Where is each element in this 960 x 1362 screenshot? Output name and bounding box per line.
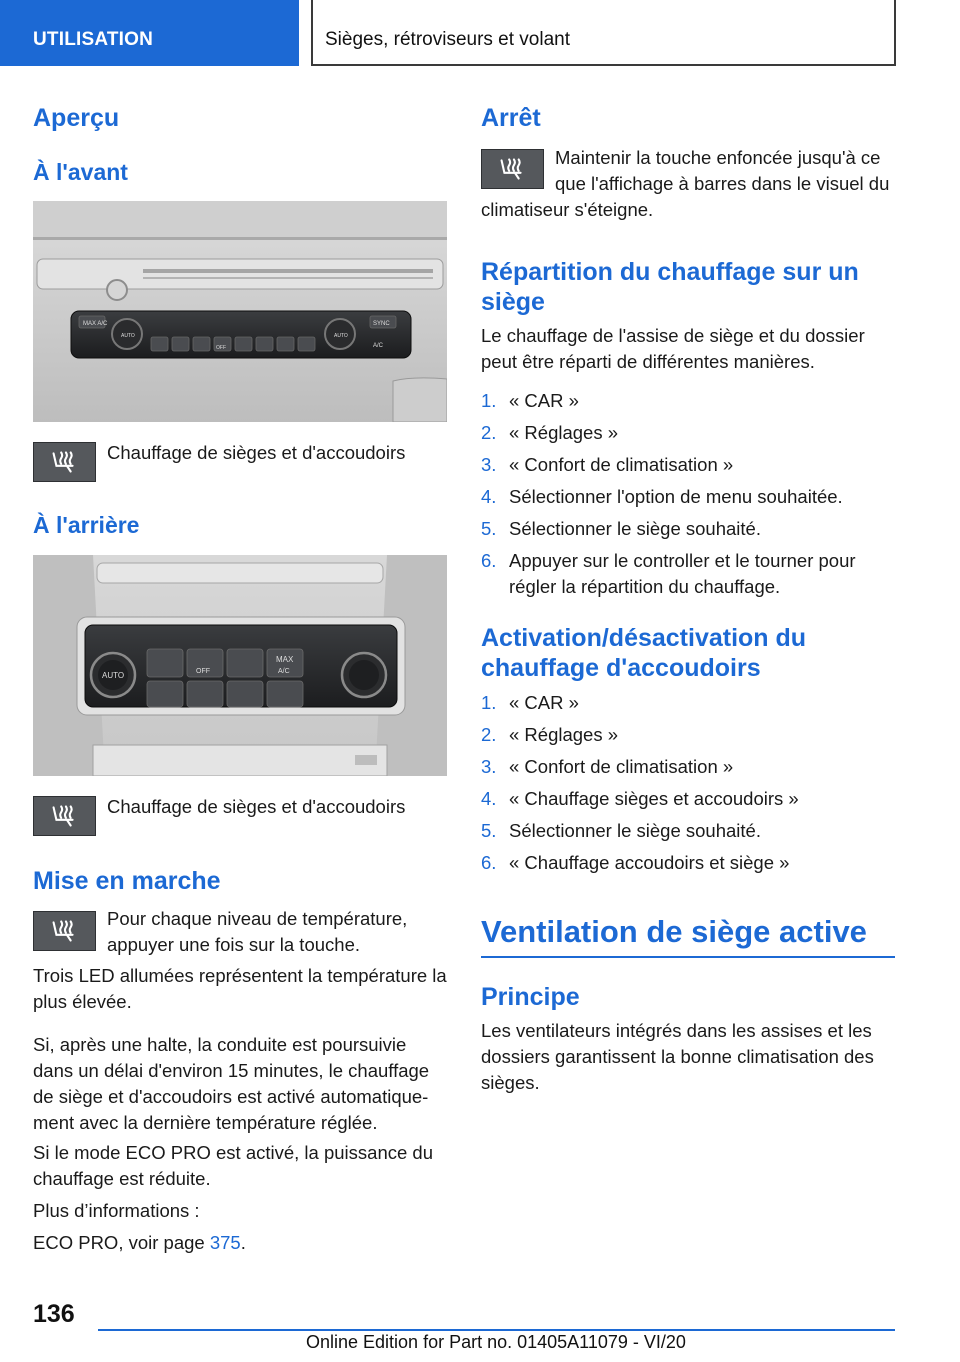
list-text: Appuyer sur le controller et le tourner pour régler la répartition du chauffage. [509, 550, 856, 597]
distrib-heading-line-1: Répartition du chauffage sur un [481, 258, 859, 286]
list-text: « Réglages » [509, 724, 619, 745]
armrest-heading-line-2: chauffage d'accoudoirs [481, 654, 761, 682]
list-number: 2. [481, 422, 497, 443]
list-text: « Réglages » [509, 422, 619, 443]
section-tab[interactable] [0, 0, 299, 66]
edition-label: Online Edition for Part no. 01405A11079 - VI/20 [306, 1332, 686, 1352]
list-number: 1. [481, 390, 497, 411]
front-ac-label: A/C [373, 343, 384, 349]
page-number: 136 [33, 1300, 75, 1328]
more-info-label: Plus d’informations : [33, 1200, 200, 1221]
seat-heating-icon [33, 911, 96, 951]
eco-reference [33, 1230, 447, 1256]
list-number: 6. [481, 852, 497, 873]
page-header [0, 0, 960, 66]
footer-divider [98, 1329, 895, 1331]
list-text: « Chauffage sièges et accoudoirs » [509, 788, 799, 809]
list-number: 6. [481, 550, 497, 571]
front-off-label: OFF [216, 345, 226, 351]
stop-text-line-2: que l'affichage à barres dans le visuel du [555, 173, 890, 194]
front-climate-photo [33, 201, 447, 422]
rear-max-label: MAX [276, 655, 294, 664]
list-number: 1. [481, 692, 497, 713]
eco-reference-suffix: . [240, 1232, 246, 1253]
front-sync-label: SYNC [373, 321, 390, 327]
apercu-heading: Aperçu [33, 104, 120, 132]
eco-page-link[interactable]: 375 [209, 1232, 241, 1253]
front-heading: À l'avant [33, 159, 128, 185]
list-number: 2. [481, 724, 497, 745]
on-text-line-1: Pour chaque niveau de température, [107, 908, 408, 929]
list-number: 5. [481, 518, 497, 539]
arret-heading: Arrêt [481, 104, 541, 132]
front-auto-right-label: AUTO [334, 333, 348, 339]
list-text: « Chauffage accoudoirs et siège » [509, 852, 790, 873]
seat-heating-icon [33, 796, 96, 836]
armrest-heading-line-1: Activation/désactivation du [481, 624, 807, 652]
chapter-label: Sièges, rétroviseurs et volant [325, 29, 571, 50]
resume-paragraph: Si, après une halte, la conduite est poursuivie dans un délai d'environ 15 minutes, le chauffage de siège et d'accoudoirs est activé automatique-ment avec la dernière température réglée. [33, 1034, 430, 1133]
eco-reference-prefix: ECO PRO, voir page [33, 1232, 210, 1253]
eco-paragraph: Si le mode ECO PRO est activé, la puissance du chauffage est réduite. [33, 1142, 433, 1189]
list-text: « CAR » [509, 390, 579, 411]
list-number: 4. [481, 486, 497, 507]
seat-heating-icon [481, 149, 544, 189]
rear-caption: Chauffage de sièges et d'accoudoirs [107, 796, 406, 817]
list-text: « CAR » [509, 692, 579, 713]
section-divider [481, 956, 895, 958]
principe-heading: Principe [481, 983, 580, 1011]
rear-auto-label: AUTO [102, 671, 125, 680]
front-auto-left-label: AUTO [121, 333, 135, 339]
led-paragraph: Trois LED allumées représentent la température la plus élevée. [33, 965, 447, 1012]
front-maxac-label: MAX A/C [83, 321, 108, 327]
list-text: Sélectionner le siège souhaité. [509, 820, 761, 841]
section-label: UTILISATION [33, 29, 154, 50]
list-text: « Confort de climatisation » [509, 756, 734, 777]
chapter-tab[interactable] [311, 0, 896, 66]
list-number: 4. [481, 788, 497, 809]
ventilation-heading: Ventilation de siège active [481, 914, 867, 949]
list-text: Sélectionner l'option de menu souhaitée. [509, 486, 843, 507]
list-text: Sélectionner le siège souhaité. [509, 518, 761, 539]
list-number: 3. [481, 756, 497, 777]
rear-off-label: OFF [196, 668, 210, 675]
principe-paragraph: Les ventilateurs intégrés dans les assises et les dossiers garantissent la bonne climatisation des sièges. [481, 1020, 874, 1093]
rear-heading: À l'arrière [33, 512, 140, 538]
stop-text-line-1: Maintenir la touche enfoncée jusqu'à ce [555, 147, 881, 168]
stop-text-line-3: climatiseur s'éteigne. [481, 199, 654, 220]
distrib-heading-line-2: siège [481, 288, 545, 316]
list-number: 3. [481, 454, 497, 475]
list-text: « Confort de climatisation » [509, 454, 734, 475]
distrib-paragraph: Le chauffage de l'assise de siège et du dossier peut être réparti de différentes manières. [481, 325, 865, 372]
list-number: 5. [481, 820, 497, 841]
rear-climate-photo [33, 555, 447, 776]
mise-en-marche-heading: Mise en marche [33, 867, 221, 895]
rear-ac-label: A/C [278, 668, 290, 675]
on-text-line-2: appuyer une fois sur la touche. [107, 934, 360, 955]
seat-heating-icon [33, 442, 96, 482]
front-caption: Chauffage de sièges et d'accoudoirs [107, 442, 406, 463]
